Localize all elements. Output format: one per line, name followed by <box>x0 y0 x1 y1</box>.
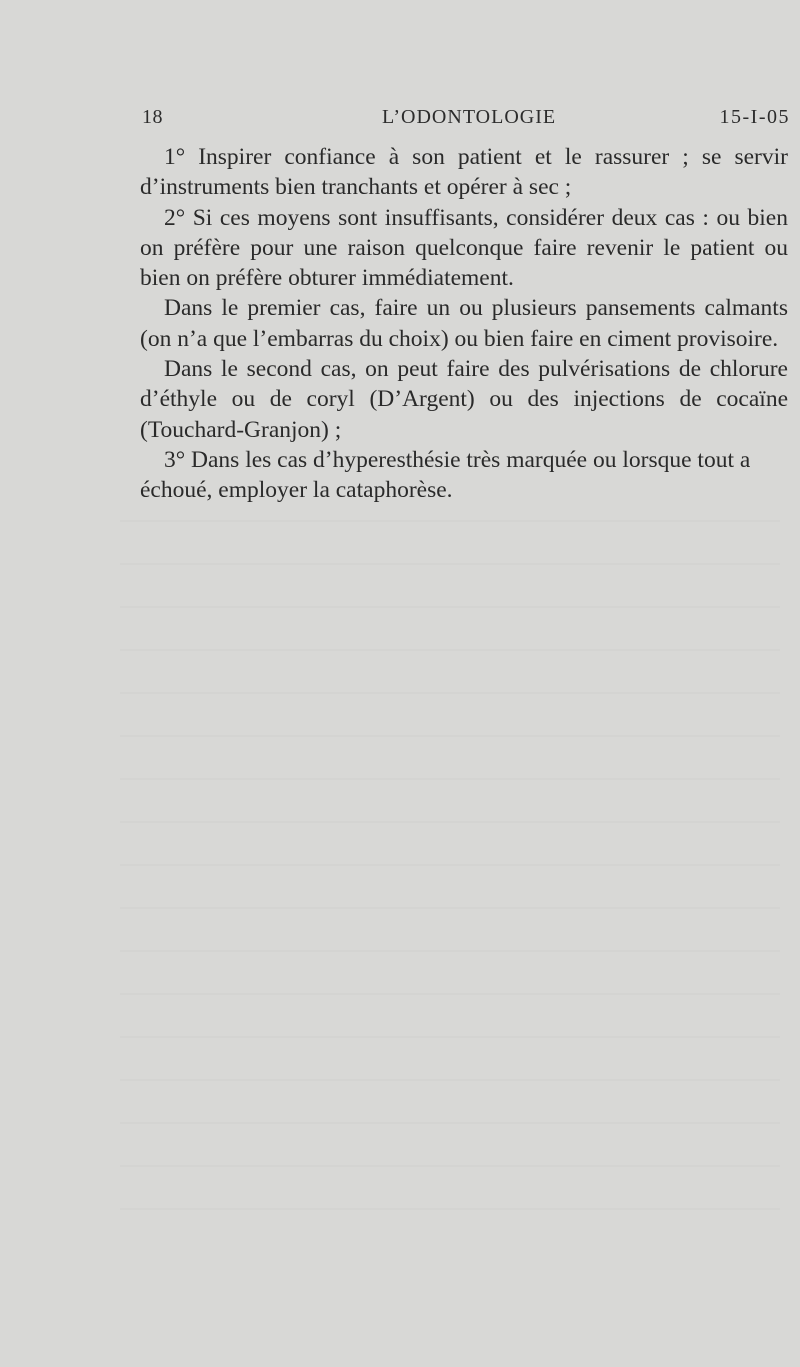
paragraph-5: 3° Dans les cas d’hyperesthésie très marquée ou lorsque tout a échoué, employer la cataphorèse. <box>140 446 751 504</box>
body-text <box>140 142 788 506</box>
issue-date: 15-I-05 <box>719 106 790 128</box>
running-header <box>142 106 790 136</box>
show-through-text <box>120 520 780 1240</box>
paragraph-1: 1° Inspirer confiance à son patient et le rassurer ; se servir d’instruments bien tranchants et opérer à sec ; <box>140 144 788 201</box>
paragraph-4: Dans le second cas, on peut faire des pulvérisations de chlorure d’éthyle ou de coryl (D’Argent) ou des injections de cocaïne (Touchard-Granjon) ; <box>140 356 788 443</box>
paragraph-2: 2° Si ces moyens sont insuffisants, considérer deux cas : ou bien on préfère pour une raison quelconque faire revenir le patient ou bien on préfère obturer immédiatement. <box>140 204 788 292</box>
paragraph-3: Dans le premier cas, faire un ou plusieurs pansements calmants (on n’a que l’embarras du choix) ou bien faire en ciment provisoire. <box>140 295 788 352</box>
journal-title: L’ODONTOLOGIE <box>382 106 557 128</box>
page-number: 18 <box>142 106 163 128</box>
